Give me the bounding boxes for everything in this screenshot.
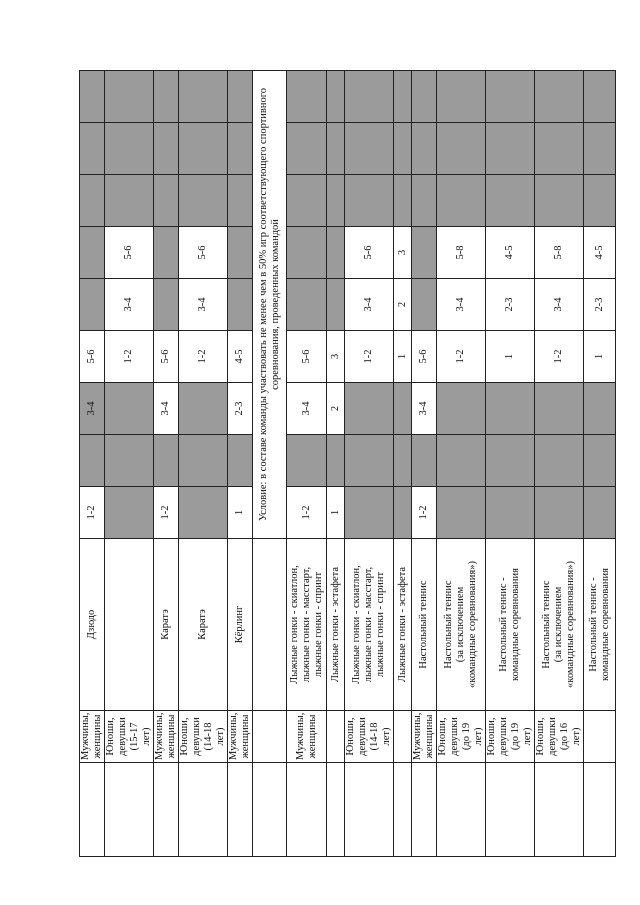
group-cell [584, 711, 616, 763]
blank-cell [80, 763, 105, 857]
place-cell [345, 123, 394, 175]
table-row [584, 71, 616, 857]
place-cell [80, 435, 105, 487]
sport-cell: Настольный теннис [412, 539, 437, 711]
place-cell: 3-4 [287, 383, 327, 435]
place-cell: 3 [394, 227, 412, 279]
place-cell [287, 279, 327, 331]
blank-cell [584, 763, 616, 857]
place-cell [437, 175, 486, 227]
group-cell: Юноши, девушки (14-18 лет) [179, 711, 228, 763]
classification-table [79, 70, 616, 857]
place-cell: 1-2 [535, 331, 584, 383]
sport-cell [253, 539, 287, 711]
place-cell [412, 279, 437, 331]
blank-cell [412, 763, 437, 857]
place-cell: 1-2 [80, 487, 105, 539]
table-row [437, 71, 486, 857]
place-cell: 2 [327, 383, 345, 435]
table-row [412, 71, 437, 857]
sport-cell: Кёрлинг [228, 539, 253, 711]
place-cell [486, 383, 535, 435]
place-cell [412, 175, 437, 227]
place-cell: 2-3 [228, 383, 253, 435]
place-cell [486, 435, 535, 487]
place-cell [437, 123, 486, 175]
place-cell [228, 435, 253, 487]
table-row [154, 71, 179, 857]
blank-cell [228, 763, 253, 857]
place-cell [437, 71, 486, 123]
place-cell [535, 435, 584, 487]
place-cell [345, 435, 394, 487]
place-cell [584, 487, 616, 539]
place-cell [287, 71, 327, 123]
table-row [327, 71, 345, 857]
place-cell [486, 175, 535, 227]
place-cell [486, 123, 535, 175]
place-cell: 3-4 [179, 279, 228, 331]
place-cell [327, 71, 345, 123]
blank-cell [179, 763, 228, 857]
place-cell [228, 227, 253, 279]
place-cell [154, 279, 179, 331]
place-cell: 5-6 [287, 331, 327, 383]
place-cell [105, 435, 154, 487]
place-cell: 3 [327, 331, 345, 383]
condition-note: Условие: в составе команды участвовать не менее чем в 50% игр соответствующего спортивного соревнования, проведенных командой [253, 71, 287, 539]
place-cell [80, 175, 105, 227]
group-cell: Мужчины, женщины [154, 711, 179, 763]
place-cell [584, 123, 616, 175]
place-cell [394, 175, 412, 227]
place-cell: 3-4 [412, 383, 437, 435]
place-cell [228, 279, 253, 331]
blank-cell [327, 763, 345, 857]
blank-cell [287, 763, 327, 857]
place-cell: 5-6 [154, 331, 179, 383]
place-cell: 3-4 [437, 279, 486, 331]
place-cell [105, 123, 154, 175]
place-cell [437, 383, 486, 435]
place-cell [584, 435, 616, 487]
place-cell [394, 435, 412, 487]
blank-cell [535, 763, 584, 857]
place-cell: 3-4 [80, 383, 105, 435]
place-cell [327, 435, 345, 487]
place-cell [437, 435, 486, 487]
place-cell [179, 175, 228, 227]
place-cell [584, 383, 616, 435]
place-cell [154, 123, 179, 175]
place-cell: 1-2 [105, 331, 154, 383]
place-cell [105, 175, 154, 227]
place-cell [154, 435, 179, 487]
place-cell [105, 71, 154, 123]
blank-cell [394, 763, 412, 857]
place-cell [412, 123, 437, 175]
place-cell [535, 383, 584, 435]
sport-cell: Лыжные гонки - эстафета [394, 539, 412, 711]
place-cell [228, 175, 253, 227]
table-row [535, 71, 584, 857]
place-cell: 1-2 [412, 487, 437, 539]
sport-cell: Лыжные гонки - эстафета [327, 539, 345, 711]
place-cell [486, 487, 535, 539]
place-cell [345, 175, 394, 227]
place-cell: 5-8 [437, 227, 486, 279]
place-cell: 5-6 [80, 331, 105, 383]
place-cell: 5-6 [105, 227, 154, 279]
place-cell: 1 [394, 331, 412, 383]
place-cell [287, 175, 327, 227]
group-cell [394, 711, 412, 763]
place-cell [437, 487, 486, 539]
place-cell [105, 487, 154, 539]
place-cell: 3-4 [154, 383, 179, 435]
place-cell [345, 71, 394, 123]
place-cell: 1-2 [154, 487, 179, 539]
group-cell: Мужчины, женщины [287, 711, 327, 763]
table-row [105, 71, 154, 857]
place-cell [412, 227, 437, 279]
place-cell [412, 435, 437, 487]
place-cell: 1-2 [437, 331, 486, 383]
rotated-table-container [79, 73, 611, 857]
place-cell [394, 383, 412, 435]
blank-cell [154, 763, 179, 857]
sport-cell: Настольный теннис - командные соревнования [486, 539, 535, 711]
place-cell: 2 [394, 279, 412, 331]
group-cell [253, 711, 287, 763]
place-cell [287, 227, 327, 279]
table-row [80, 71, 105, 857]
sport-cell: Настольный теннис (за исключением «командные соревнования») [535, 539, 584, 711]
table-row [486, 71, 535, 857]
place-cell: 1 [327, 487, 345, 539]
place-cell: 5-8 [535, 227, 584, 279]
place-cell: 3-4 [535, 279, 584, 331]
table-row [228, 71, 253, 857]
place-cell [179, 383, 228, 435]
place-cell: 1 [584, 331, 616, 383]
table-row [287, 71, 327, 857]
place-cell [179, 123, 228, 175]
group-cell: Юноши, девушки (15-17 лет) [105, 711, 154, 763]
group-cell: Мужчины, женщины [228, 711, 253, 763]
place-cell: 5-6 [412, 331, 437, 383]
place-cell [486, 71, 535, 123]
place-cell: 1 [228, 487, 253, 539]
place-cell [154, 227, 179, 279]
place-cell [412, 71, 437, 123]
group-cell: Мужчины, женщины [412, 711, 437, 763]
sport-cell: Лыжные гонки - скиатлон, лыжные гонки - масстарт, лыжные гонки - спринт [345, 539, 394, 711]
place-cell [394, 71, 412, 123]
group-cell: Юноши, девушки (до 16 лет) [535, 711, 584, 763]
sport-cell: Каратэ [179, 539, 228, 711]
place-cell [327, 123, 345, 175]
place-cell [345, 383, 394, 435]
sport-cell: Дзюдо [80, 539, 105, 711]
sport-cell [105, 539, 154, 711]
place-cell [179, 71, 228, 123]
sport-cell: Настольный теннис - командные соревнования [584, 539, 616, 711]
sport-cell: Настольный теннис (за исключением «командные соревнования») [437, 539, 486, 711]
place-cell [287, 435, 327, 487]
group-cell [327, 711, 345, 763]
place-cell [228, 123, 253, 175]
place-cell: 1-2 [179, 331, 228, 383]
place-cell [228, 71, 253, 123]
place-cell [80, 227, 105, 279]
place-cell [584, 71, 616, 123]
place-cell: 2-3 [584, 279, 616, 331]
place-cell [345, 487, 394, 539]
place-cell: 1 [486, 331, 535, 383]
blank-cell [345, 763, 394, 857]
blank-cell [105, 763, 154, 857]
blank-cell [486, 763, 535, 857]
place-cell: 3-4 [105, 279, 154, 331]
place-cell [179, 435, 228, 487]
group-cell: Мужчины, женщины [80, 711, 105, 763]
place-cell [154, 175, 179, 227]
group-cell: Юноши, девушки (14-18 лет) [345, 711, 394, 763]
place-cell [394, 123, 412, 175]
place-cell [535, 175, 584, 227]
place-cell [327, 175, 345, 227]
place-cell [394, 487, 412, 539]
place-cell: 1-2 [345, 331, 394, 383]
table-row [179, 71, 228, 857]
place-cell: 5-6 [179, 227, 228, 279]
group-cell: Юноши, девушки (до 19 лет) [437, 711, 486, 763]
place-cell [287, 123, 327, 175]
place-cell [80, 123, 105, 175]
table-row [253, 71, 287, 857]
blank-cell [253, 763, 287, 857]
table-row [394, 71, 412, 857]
place-cell [105, 383, 154, 435]
place-cell [80, 279, 105, 331]
place-cell: 1-2 [287, 487, 327, 539]
place-cell [179, 487, 228, 539]
place-cell: 4-5 [228, 331, 253, 383]
table-row [345, 71, 394, 857]
place-cell [327, 227, 345, 279]
place-cell: 2-3 [486, 279, 535, 331]
place-cell: 4-5 [486, 227, 535, 279]
place-cell [327, 279, 345, 331]
place-cell [535, 71, 584, 123]
place-cell: 4-5 [584, 227, 616, 279]
sport-cell: Каратэ [154, 539, 179, 711]
sport-cell: Лыжные гонки - скиатлон, лыжные гонки - масстарт, лыжные гонки - спринт [287, 539, 327, 711]
place-cell: 3-4 [345, 279, 394, 331]
place-cell [584, 175, 616, 227]
place-cell [80, 71, 105, 123]
place-cell [535, 123, 584, 175]
place-cell: 5-6 [345, 227, 394, 279]
place-cell [154, 71, 179, 123]
blank-cell [437, 763, 486, 857]
group-cell: Юноши, девушки (до 19 лет) [486, 711, 535, 763]
place-cell [535, 487, 584, 539]
